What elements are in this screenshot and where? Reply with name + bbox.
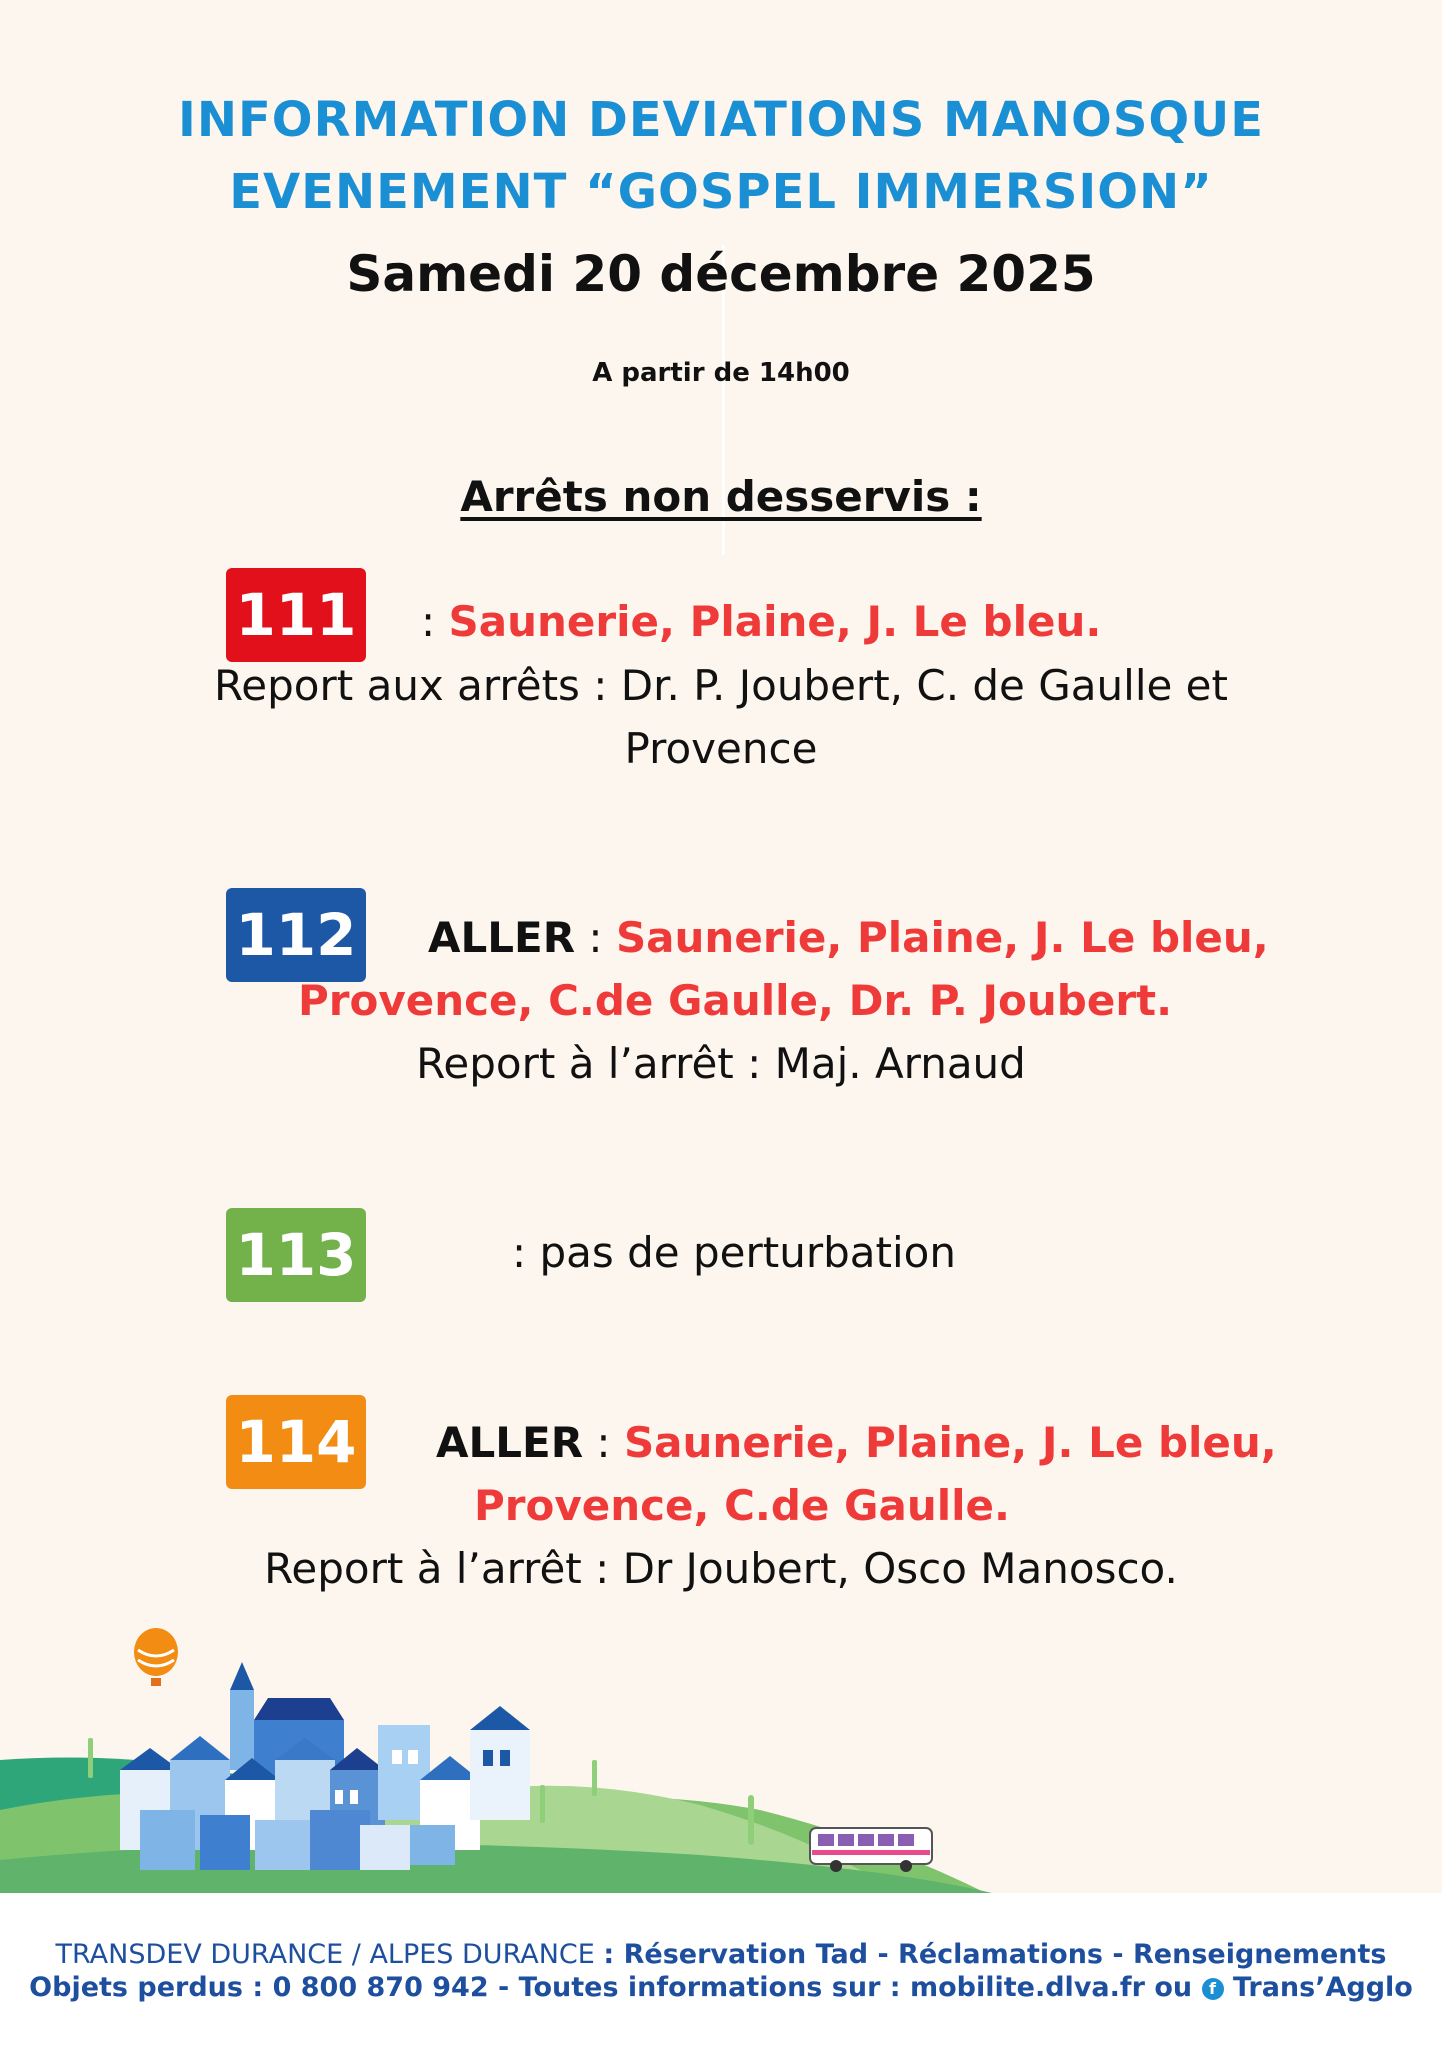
- line-111-badge: 111: [226, 568, 366, 662]
- title-line-1: INFORMATION DEVIATIONS MANOSQUE: [177, 92, 1264, 148]
- facebook-icon: f: [1202, 1978, 1224, 2000]
- footer: [0, 1893, 1442, 2048]
- footer-company: TRANSDEV DURANCE / ALPES DURANCE: [55, 1939, 595, 1970]
- line-112-sep: :: [588, 913, 603, 962]
- line-111-report-2: Provence: [624, 724, 818, 773]
- footer-line-2: [0, 1972, 1442, 2003]
- line-112-stops-1: Saunerie, Plaine, J. Le bleu,: [615, 913, 1269, 962]
- line-112-direction: ALLER: [428, 913, 576, 962]
- line-114-sep: :: [596, 1418, 611, 1467]
- section-title: Arrêts non desservis :: [460, 472, 982, 521]
- line-114-stops-row: [436, 1418, 1277, 1467]
- line-112-badge: 112: [226, 888, 366, 982]
- footer-services: : Réservation Tad - Réclamations - Renseignements: [603, 1939, 1387, 1970]
- line-112-report: Report à l’arrêt : Maj. Arnaud: [416, 1039, 1026, 1088]
- start-time: A partir de 14h00: [592, 358, 850, 388]
- footer-lost-items: Objets perdus : 0 800 870 942 - Toutes informations sur : mobilite.dlva.fr ou: [29, 1972, 1193, 2003]
- event-date: Samedi 20 décembre 2025: [346, 245, 1096, 303]
- line-114-stops-1: Saunerie, Plaine, J. Le bleu,: [623, 1418, 1277, 1467]
- line-112-stops-2: Provence, C.de Gaulle, Dr. P. Joubert.: [298, 976, 1173, 1025]
- line-111-stops: Saunerie, Plaine, J. Le bleu.: [448, 597, 1102, 646]
- line-111-stops-row: [421, 597, 1101, 646]
- line-114-report: Report à l’arrêt : Dr Joubert, Osco Manosco.: [264, 1544, 1178, 1593]
- line-112-stops-row: [428, 913, 1269, 962]
- village-illustration: [0, 1610, 1442, 1895]
- line-114-badge: 114: [226, 1395, 366, 1489]
- footer-brand: Trans’Agglo: [1232, 1972, 1413, 2003]
- line-114-stops-2: Provence, C.de Gaulle.: [474, 1481, 1010, 1530]
- hot-air-balloon: [134, 1628, 178, 1686]
- line-111-sep: :: [421, 597, 436, 646]
- footer-line-1: [0, 1939, 1442, 1970]
- line-111-report-1: Report aux arrêts : Dr. P. Joubert, C. de Gaulle et: [214, 661, 1228, 710]
- title-line-2: EVENEMENT “GOSPEL IMMERSION”: [229, 164, 1213, 220]
- line-113-text: : pas de perturbation: [512, 1228, 956, 1277]
- line-113-badge: 113: [226, 1208, 366, 1302]
- line-114-direction: ALLER: [436, 1418, 584, 1467]
